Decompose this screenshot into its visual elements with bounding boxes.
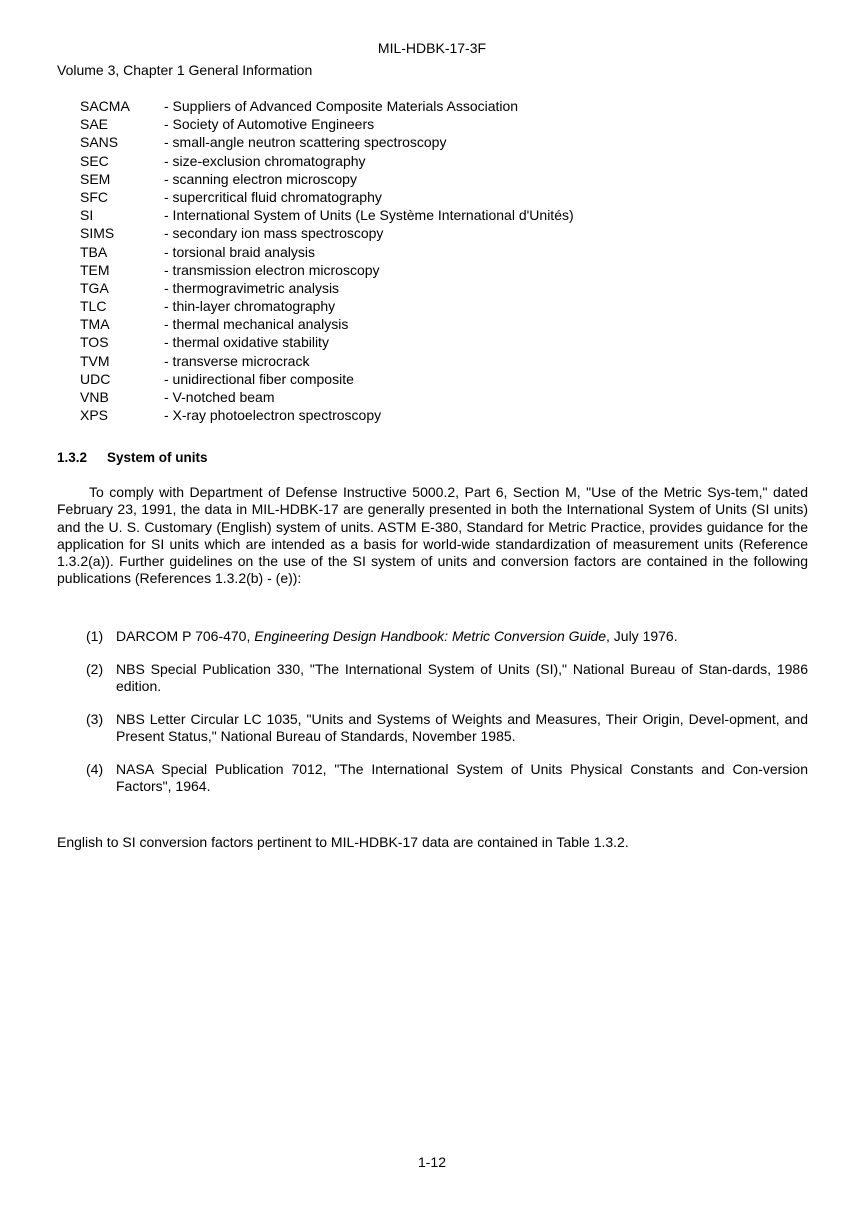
acronym-definition: - thermal oxidative stability [164, 334, 329, 351]
acronym-term: SEM [80, 170, 111, 187]
acronym-definition: - X-ray photoelectron spectroscopy [164, 407, 382, 424]
acronym-definition: - thermal mechanical analysis [164, 316, 349, 333]
acronym-row [80, 97, 820, 115]
reference-item [86, 628, 808, 645]
acronym-term: SFC [80, 188, 108, 205]
acronym-term: TGA [80, 279, 109, 296]
reference-text-part: DARCOM P 706-470, [116, 628, 255, 644]
acronym-definition: - V-notched beam [164, 389, 275, 405]
section-heading [57, 449, 208, 466]
acronym-term: TOS [80, 334, 109, 351]
reference-text-part: NBS Letter Circular LC 1035, "Units and Systems of Weights and Measures, Their Origin, Devel-opment, and Present Status," National Bureau of Standards, November 1985. [116, 710, 808, 745]
reference-number: (4) [86, 760, 104, 777]
acronym-term: SACMA [80, 98, 130, 114]
acronym-term: TBA [80, 243, 108, 260]
acronym-row [80, 170, 820, 188]
running-head: Volume 3, Chapter 1 General Information [57, 62, 313, 78]
reference-list [86, 628, 808, 811]
acronym-term: SI [80, 207, 94, 224]
section-number: 1.3.2 [57, 450, 88, 465]
acronym-definition: - Society of Automotive Engineers [164, 116, 375, 133]
acronym-definition: - Suppliers of Advanced Composite Materials Association [164, 98, 519, 114]
acronym-definition: - thin-layer chromatography [164, 298, 336, 315]
acronym-definition: - transmission electron microscopy [164, 261, 380, 278]
acronym-row [80, 388, 820, 406]
reference-number: (3) [86, 710, 104, 727]
acronym-row [80, 406, 820, 424]
acronym-definition: - supercritical fluid chromatography [164, 188, 382, 205]
acronym-definition: - secondary ion mass spectroscopy [164, 225, 384, 242]
acronym-row [80, 279, 820, 297]
acronym-row [80, 115, 820, 133]
reference-text [116, 761, 808, 796]
acronym-term: VNB [80, 389, 109, 405]
acronym-row [80, 352, 820, 370]
reference-item [86, 761, 808, 796]
acronym-definition: - unidirectional fiber composite [164, 370, 354, 387]
reference-text [116, 661, 808, 696]
acronym-definition: - transverse microcrack [164, 352, 310, 369]
acronym-term: UDC [80, 370, 111, 387]
acronym-definition: - size-exclusion chromatography [164, 152, 366, 169]
body-paragraph: To comply with Department of Defense Instructive 5000.2, Part 6, Section M, "Use of the Metric Sys-tem," dated February 23, 1991, the data in MIL-HDBK-17 are generally presented in both the International System of Units (SI units) and the U. S. Customary (English) system of units. ASTM E-380, Standard for Metric Practice, provides guidance for the application for SI units which are intended as a basis for world-wide standardization of measurement units (Reference 1.3.2(a)). Further guidelines on the use of the SI system of units and conversion factors are contained in the following publications (References 1.3.2(b) - (e)): [57, 484, 808, 587]
section-title: System of units [107, 450, 208, 465]
reference-number: (2) [86, 660, 104, 677]
acronym-row [80, 152, 820, 170]
acronym-definition: - small-angle neutron scattering spectroscopy [164, 134, 447, 151]
reference-item [86, 711, 808, 746]
acronym-definition: - thermogravimetric analysis [164, 279, 340, 296]
reference-text [116, 711, 808, 746]
page-number: 1-12 [417, 1154, 447, 1170]
acronym-term: TMA [80, 316, 110, 333]
acronym-row [80, 297, 820, 315]
acronym-term: TEM [80, 261, 110, 278]
closing-paragraph: English to SI conversion factors pertinent to MIL-HDBK-17 data are contained in Table 1.3.2. [57, 834, 629, 850]
reference-item [86, 661, 808, 696]
reference-text-part: NBS Special Publication 330, "The International System of Units (SI)," National Bureau of Stan-dards, 1986 edition. [116, 660, 808, 695]
acronym-row [80, 243, 820, 261]
reference-text-part: , July 1976. [606, 628, 678, 644]
acronym-row [80, 224, 820, 242]
acronym-definition: - scanning electron microscopy [164, 170, 357, 187]
acronym-term: SANS [80, 134, 119, 151]
acronym-term: TLC [80, 298, 107, 315]
acronym-row [80, 188, 820, 206]
acronym-definition: - International System of Units (Le Système International d'Unités) [164, 207, 574, 224]
acronym-row [80, 315, 820, 333]
acronym-row [80, 370, 820, 388]
acronym-row [80, 206, 820, 224]
reference-number: (1) [86, 628, 104, 644]
reference-title-italic: Engineering Design Handbook: Metric Conversion Guide [254, 628, 606, 644]
acronym-definition: - torsional braid analysis [164, 243, 315, 260]
acronym-term: SAE [80, 116, 109, 133]
document-id: MIL-HDBK-17-3F [377, 40, 487, 56]
acronym-term: TVM [80, 352, 110, 369]
acronym-row [80, 261, 820, 279]
acronym-row [80, 333, 820, 351]
reference-text-part: NASA Special Publication 7012, "The International System of Units Physical Constants and Con-version Factors", 1964. [116, 760, 808, 795]
reference-text [116, 628, 808, 645]
acronym-list [80, 97, 820, 424]
acronym-term: SEC [80, 152, 109, 169]
acronym-term: XPS [80, 407, 109, 424]
acronym-term: SIMS [80, 225, 115, 242]
acronym-row [80, 133, 820, 151]
